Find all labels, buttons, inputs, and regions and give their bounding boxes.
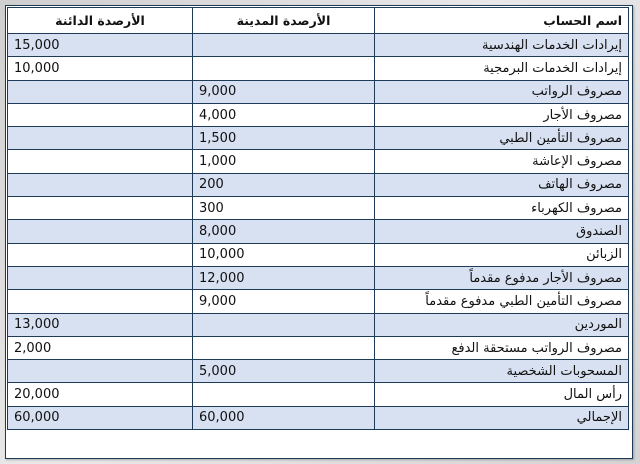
credit-cell: 60,000 bbox=[8, 406, 193, 429]
credit-cell bbox=[8, 360, 193, 383]
trial-balance-table bbox=[7, 7, 629, 430]
header-account-name: اسم الحساب bbox=[375, 8, 629, 34]
credit-cell bbox=[8, 197, 193, 220]
credit-cell: 10,000 bbox=[8, 57, 193, 80]
debit-cell bbox=[193, 34, 375, 57]
debit-cell: 5,000 bbox=[193, 360, 375, 383]
credit-cell bbox=[8, 150, 193, 173]
account-cell: الزبائن bbox=[375, 243, 629, 266]
header-debit-balances: الأرصدة المدينة bbox=[193, 8, 375, 34]
account-cell: المسحوبات الشخصية bbox=[375, 360, 629, 383]
debit-cell: 60,000 bbox=[193, 406, 375, 429]
debit-cell: 4,000 bbox=[193, 103, 375, 126]
header-credit-balances: الأرصدة الدائنة bbox=[8, 8, 193, 34]
table-row bbox=[8, 127, 629, 150]
debit-cell: 9,000 bbox=[193, 80, 375, 103]
credit-cell: 20,000 bbox=[8, 383, 193, 406]
table-row bbox=[8, 336, 629, 359]
debit-cell bbox=[193, 313, 375, 336]
account-cell: مصروف الكهرباء bbox=[375, 197, 629, 220]
account-cell: مصروف الأجار مدفوع مقدماً bbox=[375, 266, 629, 289]
account-cell: مصروف الرواتب مستحقة الدفع bbox=[375, 336, 629, 359]
table-row bbox=[8, 266, 629, 289]
debit-cell: 1,500 bbox=[193, 127, 375, 150]
table-row bbox=[8, 197, 629, 220]
table-row bbox=[8, 57, 629, 80]
account-cell: مصروف الإعاشة bbox=[375, 150, 629, 173]
debit-cell: 9,000 bbox=[193, 290, 375, 313]
table-row bbox=[8, 220, 629, 243]
credit-cell bbox=[8, 220, 193, 243]
debit-cell: 1,000 bbox=[193, 150, 375, 173]
debit-cell: 12,000 bbox=[193, 266, 375, 289]
debit-cell: 200 bbox=[193, 173, 375, 196]
credit-cell bbox=[8, 103, 193, 126]
account-cell: الإجمالي bbox=[375, 406, 629, 429]
credit-cell bbox=[8, 173, 193, 196]
debit-cell: 10,000 bbox=[193, 243, 375, 266]
account-cell: رأس المال bbox=[375, 383, 629, 406]
table-row bbox=[8, 103, 629, 126]
table-row bbox=[8, 290, 629, 313]
credit-cell bbox=[8, 80, 193, 103]
account-cell: مصروف الرواتب bbox=[375, 80, 629, 103]
credit-cell bbox=[8, 243, 193, 266]
table-row bbox=[8, 34, 629, 57]
table-row bbox=[8, 243, 629, 266]
account-cell: مصروف التأمين الطبي مدفوع مقدماً bbox=[375, 290, 629, 313]
table-row bbox=[8, 80, 629, 103]
account-cell: إيرادات الخدمات الهندسية bbox=[375, 34, 629, 57]
account-cell: مصروف التأمين الطبي bbox=[375, 127, 629, 150]
account-cell: مصروف الأجار bbox=[375, 103, 629, 126]
debit-cell bbox=[193, 57, 375, 80]
table-row bbox=[8, 173, 629, 196]
credit-cell bbox=[8, 290, 193, 313]
table-row bbox=[8, 360, 629, 383]
debit-cell bbox=[193, 336, 375, 359]
account-cell: مصروف الهاتف bbox=[375, 173, 629, 196]
table-row bbox=[8, 406, 629, 429]
debit-cell: 8,000 bbox=[193, 220, 375, 243]
account-cell: الموردين bbox=[375, 313, 629, 336]
credit-cell: 13,000 bbox=[8, 313, 193, 336]
table-row bbox=[8, 383, 629, 406]
table-row bbox=[8, 150, 629, 173]
account-cell: إيرادات الخدمات البرمجية bbox=[375, 57, 629, 80]
account-cell: الصندوق bbox=[375, 220, 629, 243]
credit-cell bbox=[8, 266, 193, 289]
credit-cell: 2,000 bbox=[8, 336, 193, 359]
header-row bbox=[8, 8, 629, 34]
debit-cell bbox=[193, 383, 375, 406]
credit-cell: 15,000 bbox=[8, 34, 193, 57]
debit-cell: 300 bbox=[193, 197, 375, 220]
table-row bbox=[8, 313, 629, 336]
credit-cell bbox=[8, 127, 193, 150]
